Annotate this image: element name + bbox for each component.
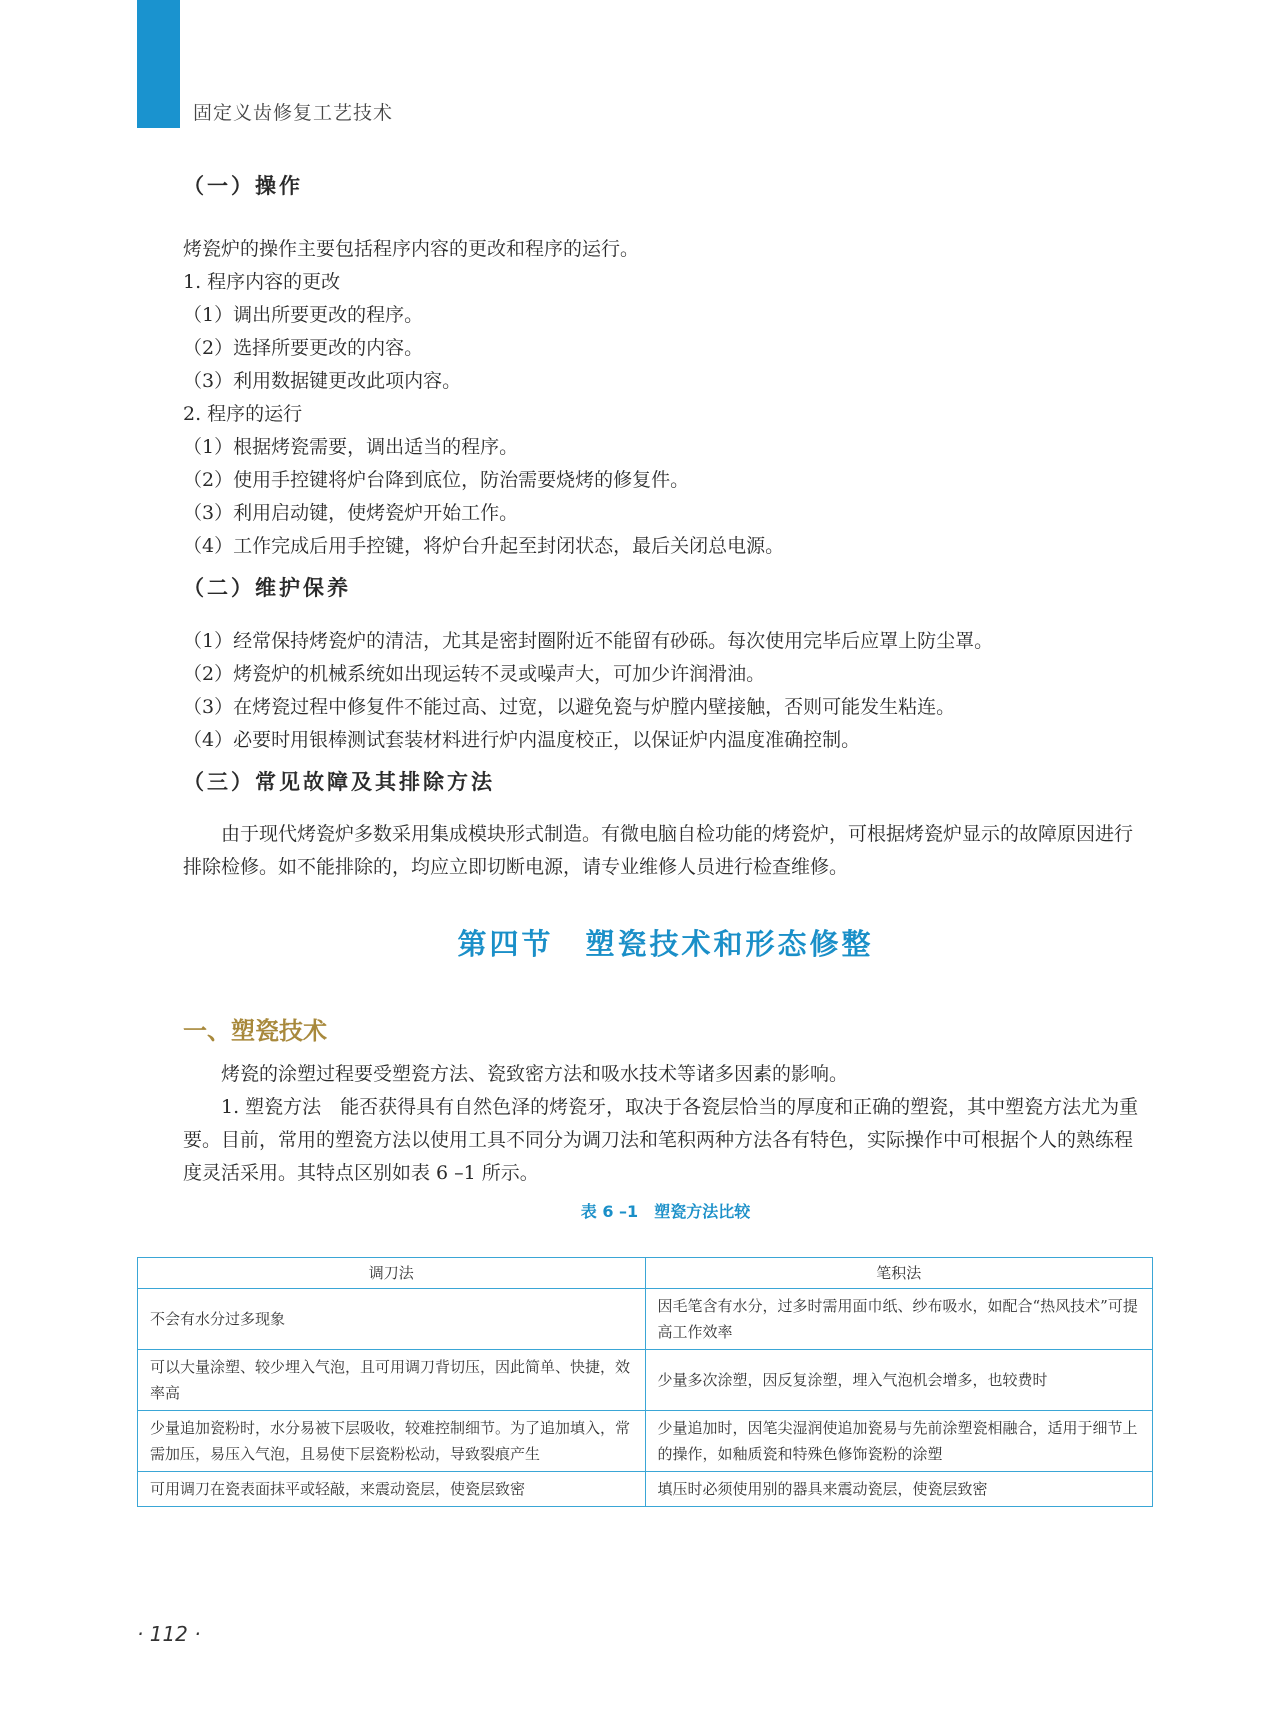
item2-step: （4）工作完成后用手控键，将炉台升起至封闭状态，最后关闭总电源。 xyxy=(183,535,785,557)
comparison-table xyxy=(137,1257,1153,1507)
subheading-operation: （一）操作 xyxy=(183,173,303,198)
table-row xyxy=(138,1411,1153,1472)
part1-heading: 一、塑瓷技术 xyxy=(183,1017,327,1045)
table-cell: 填压时必须使用别的器具来震动瓷层，使瓷层致密 xyxy=(645,1472,1153,1507)
operation-intro: 烤瓷炉的操作主要包括程序内容的更改和程序的运行。 xyxy=(183,238,640,260)
table-cell: 少量追加时，因笔尖湿润使追加瓷易与先前涂塑瓷相融合，适用于细节上的操作，如釉质瓷和特殊色修饰瓷粉的涂塑 xyxy=(645,1411,1153,1472)
table-header-cell: 笔积法 xyxy=(645,1258,1153,1289)
item2-title: 2. 程序的运行 xyxy=(183,403,303,425)
table-cell: 可以大量涂塑、较少埋入气泡，且可用调刀背切压，因此简单、快捷，效率高 xyxy=(138,1350,646,1411)
page-body xyxy=(183,168,1148,1222)
running-header: 固定义齿修复工艺技术 xyxy=(193,102,394,124)
header-color-tab xyxy=(137,0,180,128)
maintenance-step: （1）经常保持烤瓷炉的清洁，尤其是密封圈附近不能留有砂砾。每次使用完毕后应罩上防尘罩。 xyxy=(183,630,994,652)
maintenance-step: （4）必要时用银棒测试套装材料进行炉内温度校正，以保证炉内温度准确控制。 xyxy=(183,729,861,751)
item1-step: （2）选择所要更改的内容。 xyxy=(183,337,424,359)
item1-step: （3）利用数据键更改此项内容。 xyxy=(183,370,462,392)
subheading-troubleshooting: （三）常见故障及其排除方法 xyxy=(183,769,495,794)
maintenance-step: （3）在烤瓷过程中修复件不能过高、过宽，以避免瓷与炉膛内壁接触，否则可能发生粘连。 xyxy=(183,696,956,718)
table-row xyxy=(138,1350,1153,1411)
item2-step: （3）利用启动键，使烤瓷炉开始工作。 xyxy=(183,502,519,524)
table-header-row xyxy=(138,1258,1153,1289)
table-cell: 少量追加瓷粉时，水分易被下层吸收，较难控制细节。为了追加填入，常需加压，易压入气泡，且易使下层瓷粉松动，导致裂痕产生 xyxy=(138,1411,646,1472)
section4-para1: 1. 塑瓷方法 能否获得具有自然色泽的烤瓷牙，取决于各瓷层恰当的厚度和正确的塑瓷，其中塑瓷方法尤为重要。目前，常用的塑瓷方法以使用工具不同分为调刀法和笔积两种方法各有特色，实际操作中可根据个人的熟练程度灵活采用。其特点区别如表 6 –1 所示。 xyxy=(183,1096,1139,1184)
item2-step: （1）根据烤瓷需要，调出适当的程序。 xyxy=(183,436,519,458)
item1-step: （1）调出所要更改的程序。 xyxy=(183,304,424,326)
item2-step: （2）使用手控键将炉台降到底位，防治需要烧烤的修复件。 xyxy=(183,469,690,491)
maintenance-step: （2）烤瓷炉的机械系统如出现运转不灵或噪声大，可加少许润滑油。 xyxy=(183,663,766,685)
item1-title: 1. 程序内容的更改 xyxy=(183,271,341,293)
table-cell: 因毛笔含有水分，过多时需用面巾纸、纱布吸水，如配合“热风技术”可提高工作效率 xyxy=(645,1289,1153,1350)
table-cell: 少量多次涂塑，因反复涂塑，埋入气泡机会增多，也较费时 xyxy=(645,1350,1153,1411)
table-cell: 不会有水分过多现象 xyxy=(138,1289,646,1350)
table-row xyxy=(138,1289,1153,1350)
table-header-cell: 调刀法 xyxy=(138,1258,646,1289)
table-cell: 可用调刀在瓷表面抹平或轻敲，来震动瓷层，使瓷层致密 xyxy=(138,1472,646,1507)
troubleshooting-body: 由于现代烤瓷炉多数采用集成模块形式制造。有微电脑自检功能的烤瓷炉，可根据烤瓷炉显示的故障原因进行排除检修。如不能排除的，均应立即切断电源，请专业维修人员进行检查维修。 xyxy=(183,823,1134,878)
section-title: 第四节 塑瓷技术和形态修整 xyxy=(457,927,874,961)
page-number: · 112 · xyxy=(137,1622,201,1646)
section4-intro: 烤瓷的涂塑过程要受塑瓷方法、瓷致密方法和吸水技术等诸多因素的影响。 xyxy=(221,1063,849,1085)
table-row xyxy=(138,1472,1153,1507)
subheading-maintenance: （二）维护保养 xyxy=(183,575,351,600)
table-caption: 表 6 –1 塑瓷方法比较 xyxy=(580,1202,751,1221)
